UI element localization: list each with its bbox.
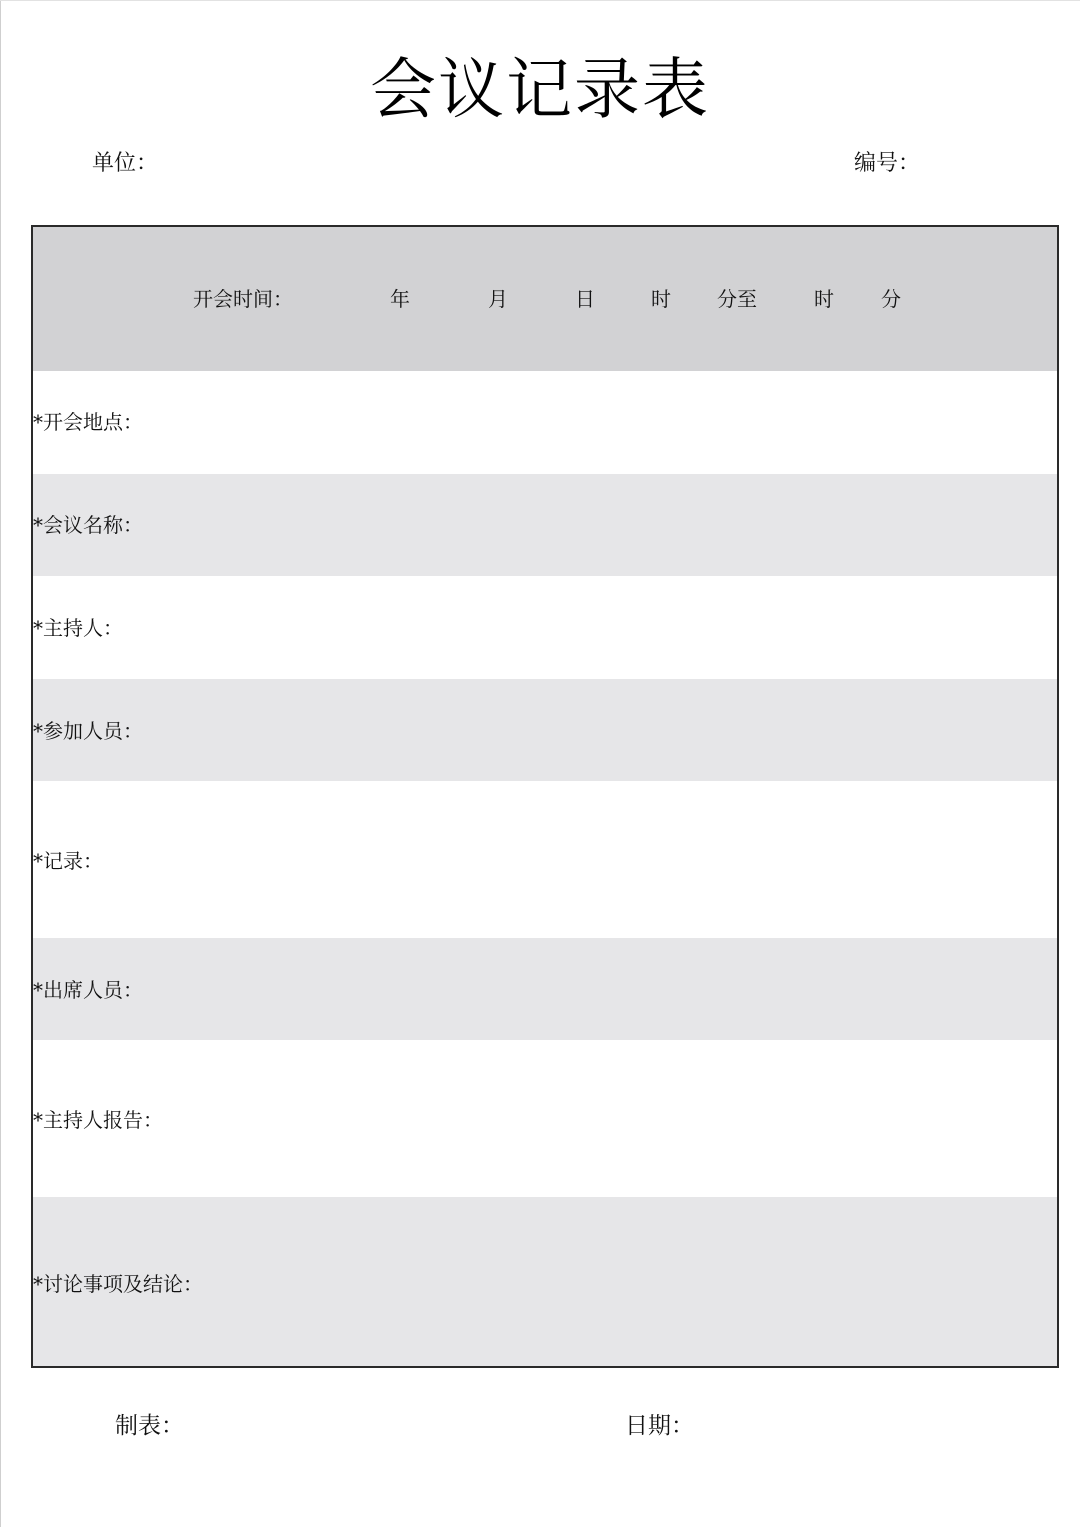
- form-row-location[interactable]: [33, 371, 1059, 474]
- document-title: 会议记录表: [370, 51, 710, 128]
- day-unit: 日: [575, 287, 595, 311]
- month-unit: 月: [488, 287, 508, 311]
- row-label: *出席人员：: [33, 978, 143, 1002]
- row-label: *讨论事项及结论：: [33, 1272, 203, 1296]
- form-row-host[interactable]: [33, 576, 1059, 679]
- row-label: *会议名称：: [33, 513, 143, 537]
- meeting-time-row[interactable]: [33, 227, 1059, 371]
- row-label: *记录：: [33, 849, 103, 873]
- page-edge: [0, 0, 1, 1527]
- unit-label: 单位：: [92, 151, 159, 176]
- form-row-host-report[interactable]: [33, 1040, 1059, 1197]
- end-minute-unit: 分: [881, 287, 901, 311]
- form-row-participants[interactable]: [33, 679, 1059, 781]
- form-row-record[interactable]: [33, 781, 1059, 938]
- page-edge-top: [0, 0, 1080, 1]
- meeting-record-form: [31, 225, 1059, 1368]
- form-row-attendees[interactable]: [33, 938, 1059, 1040]
- form-row-discussion[interactable]: [33, 1197, 1059, 1368]
- number-label: 编号：: [854, 151, 921, 176]
- hour-unit: 时: [651, 287, 671, 311]
- row-label: *主持人报告：: [33, 1108, 163, 1132]
- row-label: *主持人：: [33, 616, 123, 640]
- minute-to-unit: 分至: [717, 287, 757, 311]
- year-unit: 年: [390, 287, 410, 311]
- date-label: 日期：: [625, 1413, 694, 1439]
- meeting-time-label: 开会时间：: [193, 287, 293, 311]
- prepared-by-label: 制表：: [115, 1413, 184, 1439]
- row-label: *开会地点：: [33, 410, 143, 434]
- end-hour-unit: 时: [814, 287, 834, 311]
- row-label: *参加人员：: [33, 719, 143, 743]
- form-row-meeting-name[interactable]: [33, 474, 1059, 576]
